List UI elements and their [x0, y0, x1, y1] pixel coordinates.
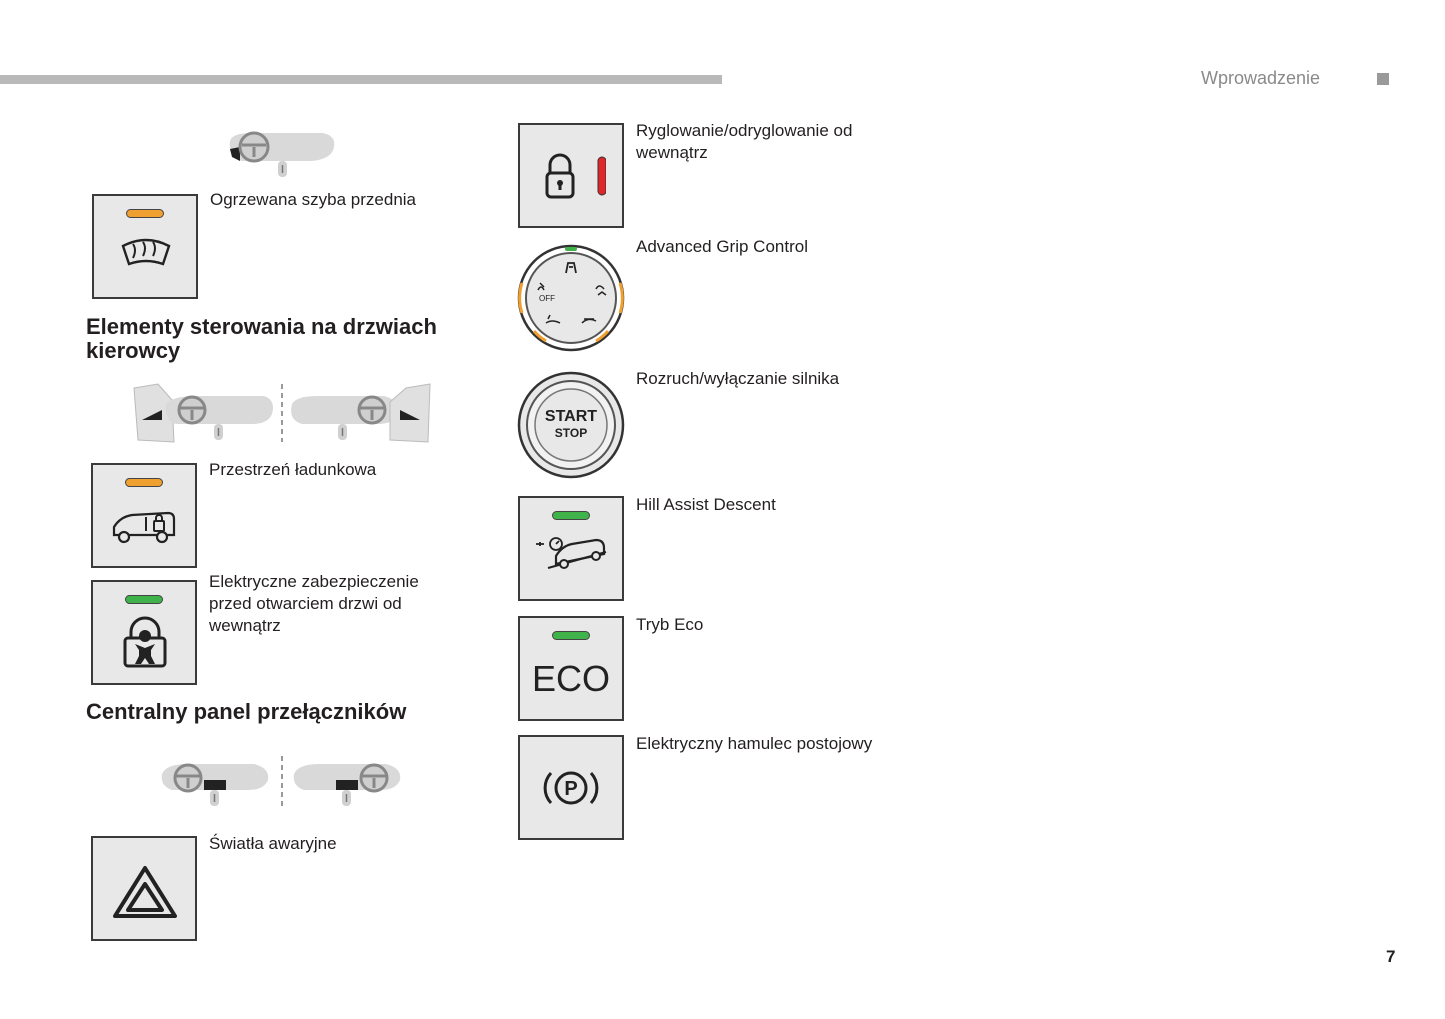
- load-space-button[interactable]: [91, 463, 197, 568]
- status-led: [125, 595, 163, 604]
- parking-brake-button[interactable]: [518, 735, 624, 840]
- status-led: [552, 511, 590, 520]
- stop-text: STOP: [554, 426, 588, 440]
- central-locking-label: Ryglowanie/odryglowanie od wewnątrz: [636, 121, 853, 162]
- eco-mode-button[interactable]: [518, 616, 624, 721]
- chapter-title: Wprowadzenie: [1201, 68, 1321, 88]
- dashboard-location-icon: [222, 127, 340, 183]
- heated-windscreen-icon: [119, 236, 173, 270]
- status-led: [125, 478, 163, 487]
- parking-brake-label: Elektryczny hamulec postojowy: [636, 734, 873, 753]
- hazard-lights-button[interactable]: [91, 836, 197, 941]
- eco-button-text: ECO: [531, 658, 610, 699]
- central-locking-button[interactable]: [518, 123, 624, 228]
- chapter-marker: [1377, 73, 1389, 85]
- grip-control-label: Advanced Grip Control: [636, 237, 808, 256]
- page-number: 7: [1386, 947, 1396, 966]
- status-led: [126, 209, 164, 218]
- heated-windscreen-button[interactable]: [92, 194, 198, 299]
- hazard-triangle-icon: [111, 864, 179, 920]
- hill-descent-car-icon: [534, 534, 610, 582]
- central-panel-location-icon: [158, 756, 408, 812]
- child-lock-button[interactable]: [91, 580, 197, 685]
- header-rule: [0, 75, 722, 84]
- grip-off-text: OFF: [539, 294, 555, 303]
- section-heading-driver-door: Elementy sterowania na drzwiach kierowcy: [86, 314, 437, 363]
- parking-p-text: P: [564, 778, 578, 800]
- driver-door-location-icon: [128, 380, 436, 446]
- status-led: [552, 631, 590, 640]
- load-space-label: Przestrzeń ładunkowa: [209, 460, 377, 479]
- parking-brake-icon: [541, 763, 601, 813]
- section-heading-central-panel: Centralny panel przełączników: [86, 699, 407, 724]
- start-stop-button[interactable]: [516, 370, 626, 480]
- start-text: START: [544, 408, 598, 425]
- heated-windscreen-label: Ogrzewana szyba przednia: [210, 190, 417, 209]
- child-lock-label: Elektryczne zabezpieczenie przed otwarciem drzwi od wewnątrz: [209, 572, 419, 635]
- start-stop-label: Rozruch/wyłączanie silnika: [636, 369, 840, 388]
- cargo-van-lock-icon: [110, 509, 178, 545]
- child-lock-icon: [121, 616, 169, 670]
- grip-control-dial[interactable]: [516, 243, 626, 353]
- eco-mode-label: Tryb Eco: [636, 615, 704, 634]
- padlock-icon: [544, 153, 606, 201]
- hill-descent-label: Hill Assist Descent: [636, 495, 776, 514]
- hill-descent-button[interactable]: [518, 496, 624, 601]
- hazard-lights-label: Światła awaryjne: [209, 834, 337, 853]
